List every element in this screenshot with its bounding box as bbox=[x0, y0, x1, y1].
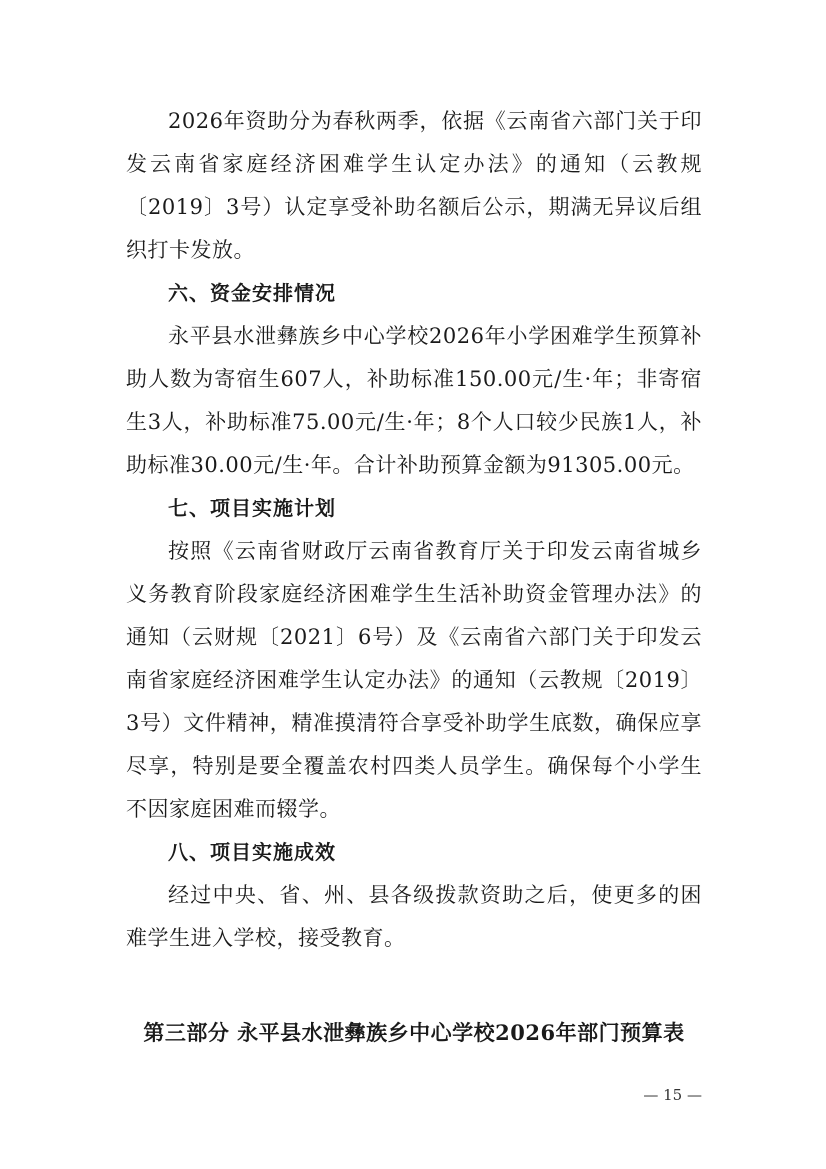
section-heading-implementation-results: 八、项目实施成效 bbox=[168, 840, 336, 864]
part-title: 第三部分 永平县水泄彝族乡中心学校2026年部门预算表 bbox=[143, 1020, 685, 1045]
page-number: — 15 — bbox=[643, 1086, 702, 1104]
section-heading-funding-arrangement: 六、资金安排情况 bbox=[168, 281, 336, 305]
paragraph-funding-schedule: 2026年资助分为春秋两季，依据《云南省六部门关于印发云南省家庭经济困难学生认定办法》的通知（云教规〔2019〕3号）认定享受补助名额后公示，期满无异议后组织打卡发放。 bbox=[126, 109, 702, 262]
paragraph-implementation-results: 经过中央、省、州、县各级拨款资助之后，使更多的困难学生进入学校，接受教育。 bbox=[126, 883, 702, 950]
document-body bbox=[126, 100, 702, 960]
paragraph-funding-arrangement: 永平县水泄彝族乡中心学校2026年小学困难学生预算补助人数为寄宿生607人，补助标准150.00元/生·年；非寄宿生3人，补助标准75.00元/生·年；8个人口较少民族1人，补助标准30.00元/生·年。合计补助预算金额为91305.00元。 bbox=[126, 324, 702, 477]
paragraph-implementation-plan: 按照《云南省财政厅云南省教育厅关于印发云南省城乡义务教育阶段家庭经济困难学生生活补助资金管理办法》的通知（云财规〔2021〕6号）及《云南省六部门关于印发云南省家庭经济困难学生认定办法》的通知（云教规〔2019〕3号）文件精神，精准摸清符合享受补助学生底数，确保应享尽享，特别是要全覆盖农村四类人员学生。确保每个小学生不因家庭困难而辍学。 bbox=[126, 539, 702, 821]
section-heading-implementation-plan: 七、项目实施计划 bbox=[168, 496, 336, 520]
